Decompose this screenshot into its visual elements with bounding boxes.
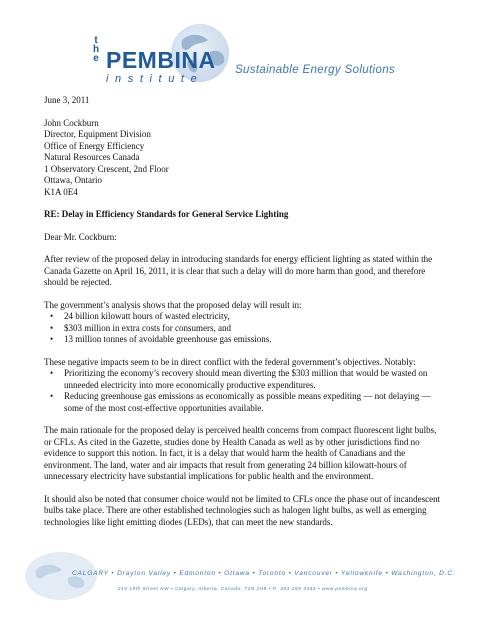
list-item: • 24 billion kilowatt hours of wasted electricity, bbox=[50, 311, 230, 321]
recipient-address bbox=[44, 118, 444, 199]
letter-body bbox=[44, 95, 444, 528]
paragraph: It should also be noted that consumer choice would not be limited to CFLs once the phase out of incandescent bulbs take place. There are other established technologies such as halogen light bulbs, as well as emerging technologies like light emitting diodes (LEDs), that can meet the new standards. bbox=[44, 493, 441, 527]
list-item: • $303 million in extra costs for consumers, and bbox=[50, 322, 231, 333]
paragraph: The government’s analysis shows that the proposed delay will result in: bbox=[44, 299, 302, 310]
list-item: • 13 million tonnes of avoidable greenhouse gas emissions. bbox=[50, 334, 272, 344]
address-line: K1A 0E4 bbox=[44, 186, 78, 197]
address-line: 1 Observatory Crescent, 2nd Floor bbox=[44, 163, 169, 174]
list-item: • Reducing greenhouse gas emissions as economically as possible means expediting — not delaying — some of the most cost-effective opportunities available. bbox=[50, 391, 431, 413]
tagline: Sustainable Energy Solutions bbox=[235, 64, 396, 76]
paragraph: These negative impacts seem to be in direct conflict with the federal government’s objectives. Notably: bbox=[44, 356, 416, 367]
footer-cities: CALGARY • Drayton Valley • Edmonton • Ottawa • Toronto • Vancouver • Yellowknife • Washington, D.C. bbox=[72, 570, 456, 577]
bullet-icon: • bbox=[50, 391, 54, 401]
list-item: • Prioritizing the economy’s recovery should mean diverting the $303 million that would be wasted on unneeded electricity into more economically productive expenditures. bbox=[50, 368, 428, 390]
bullet-icon: • bbox=[50, 368, 54, 378]
paragraph: After review of the proposed delay in introducing standards for energy efficient lighting as stated within the Canada Gazette on April 16, 2011, it is clear that such a delay will do more harm than good, and therefore should be rejected. bbox=[44, 254, 433, 287]
address-line: Office of Energy Efficiency bbox=[44, 140, 145, 151]
bullet-icon: • bbox=[50, 311, 54, 321]
address-line: John Cockburn bbox=[44, 117, 99, 128]
subject-line: RE: Delay in Efficiency Standards for General Service Lighting bbox=[44, 209, 289, 219]
address-line: Natural Resources Canada bbox=[44, 152, 140, 162]
footer-address: 219 19th Street NW • Calgary, Alberta, Canada, T2N 2H9 • P: 403-269-3344 • www.pembina.org bbox=[118, 586, 368, 591]
letter-date: June 3, 2011 bbox=[44, 95, 90, 105]
logo-institute-text: institute bbox=[106, 73, 204, 85]
address-line: Director, Equipment Division bbox=[44, 129, 151, 139]
objectives-list bbox=[44, 368, 444, 414]
logo-the-text: t h e bbox=[92, 35, 100, 64]
logo-pembina-text: PEMBINA bbox=[106, 47, 216, 73]
pembina-logo bbox=[48, 22, 238, 85]
impact-list bbox=[44, 311, 444, 346]
paragraph: The main rationale for the proposed delay is perceived health concerns from compact fluorescent light bulbs, or CFLs. As cited in the Gazette, studies done by Health Canada as well as by other jurisdictions find no evidence to support this notion. In fact, it is a delay that would harm the health of Canadians and the environment. The land, water and air impacts that result from generating 24 billion kilowatt-hours of unnecessary electricity have substantial implications for public health and the environment. bbox=[44, 425, 437, 481]
bullet-icon: • bbox=[50, 334, 54, 344]
bullet-icon: • bbox=[50, 322, 54, 333]
address-line: Ottawa, Ontario bbox=[44, 175, 102, 185]
salutation: Dear Mr. Cockburn: bbox=[44, 231, 117, 242]
